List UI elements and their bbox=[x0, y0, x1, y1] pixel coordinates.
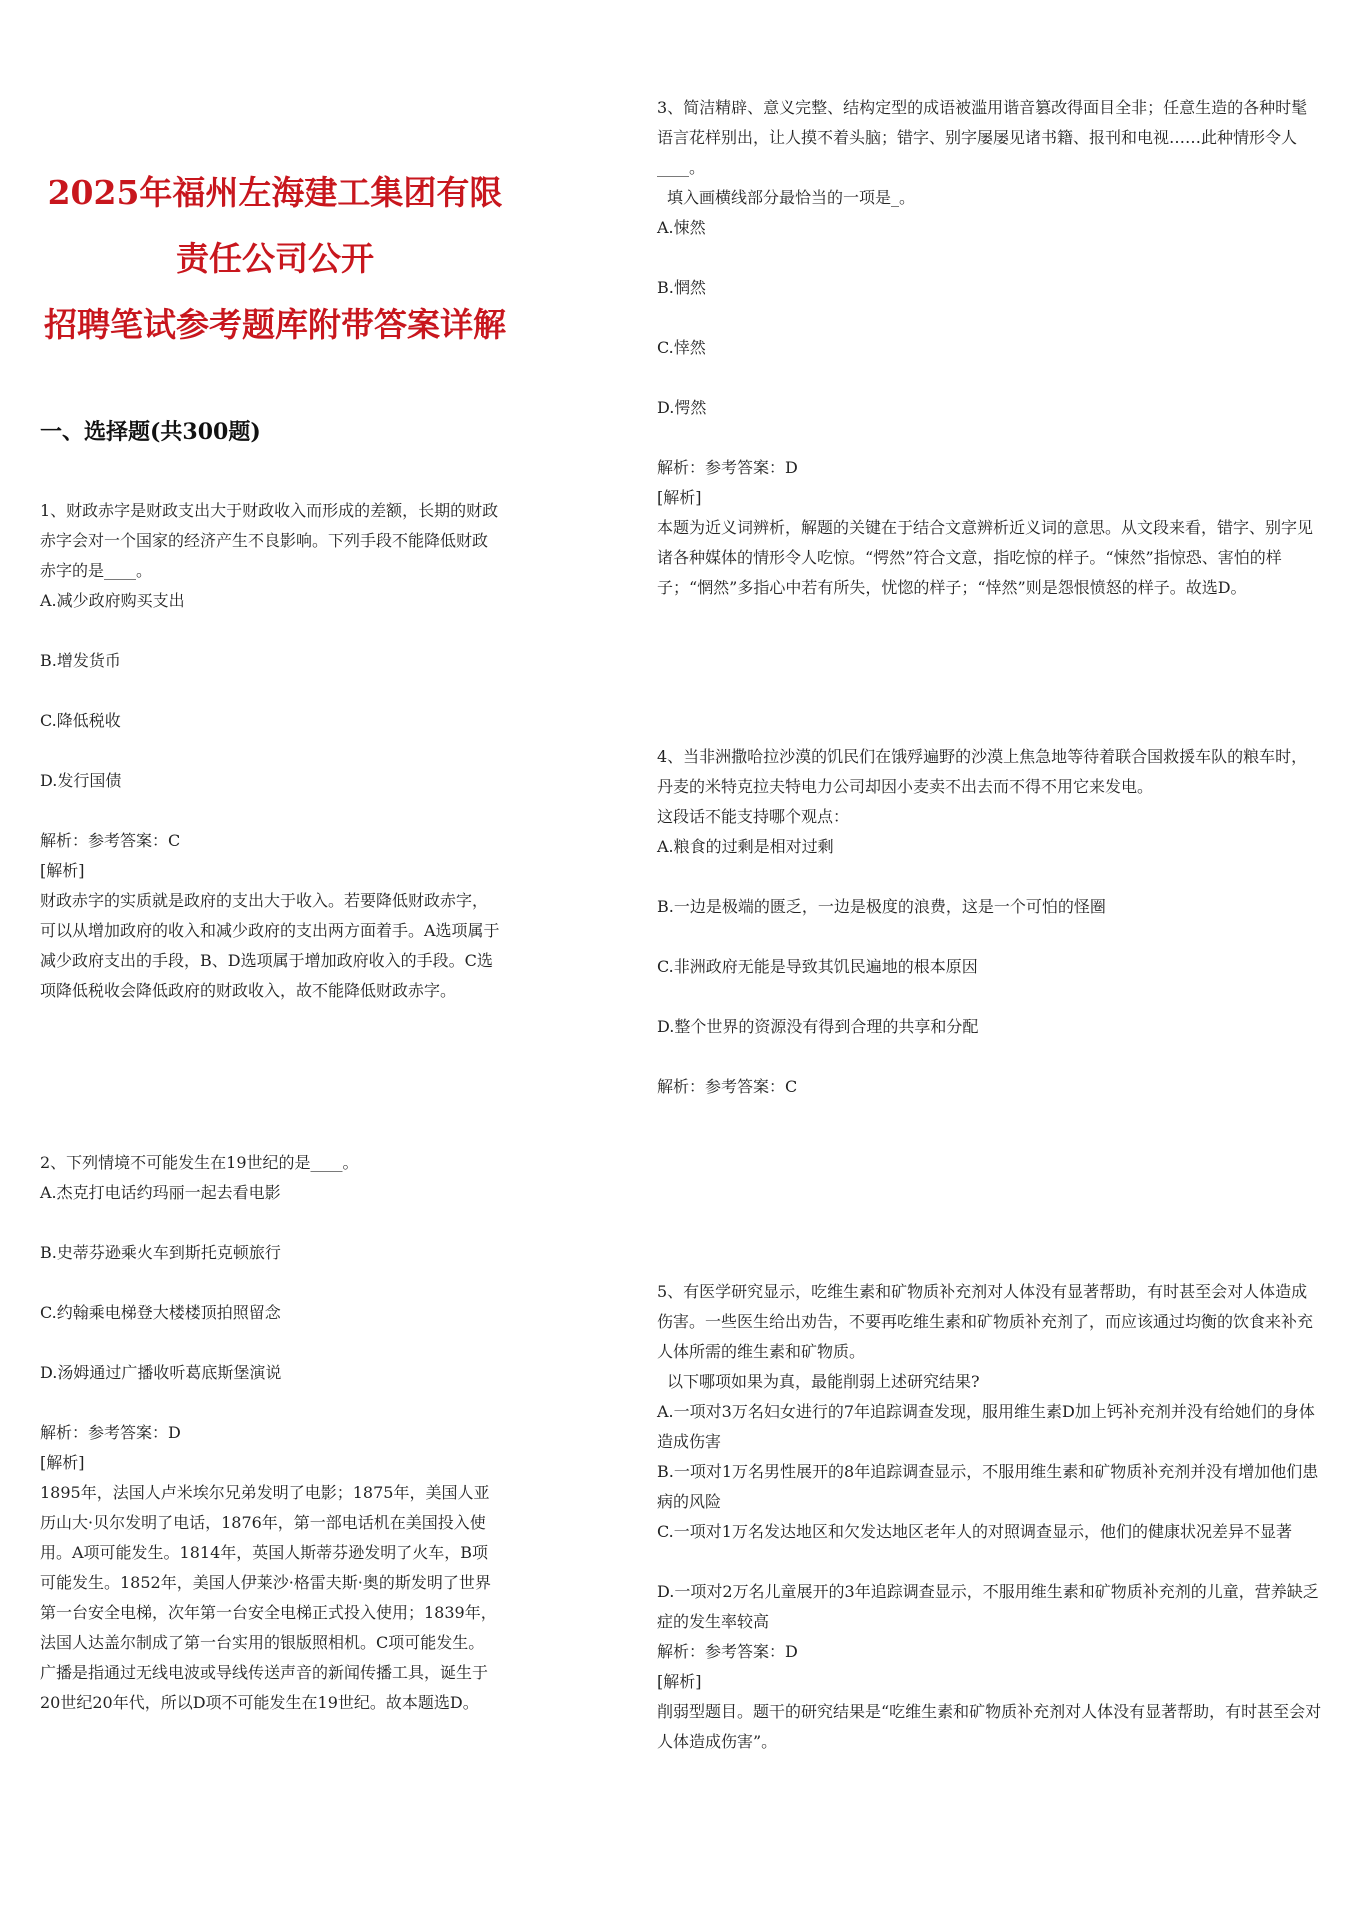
explanation-label: [解析] bbox=[40, 1453, 85, 1472]
option-a: A.粮食的过剩是相对过剩 bbox=[657, 837, 834, 856]
explanation-text: 削弱型题目。题干的研究结果是“吃维生素和矿物质补充剂对人体没有显著帮助，有时甚至会对人体造成伤害”。 bbox=[657, 1702, 1322, 1751]
option-a: A.一项对3万名妇女进行的7年追踪调查发现，服用维生素D加上钙补充剂并没有给她们的身体造成伤害 bbox=[657, 1402, 1315, 1451]
option-b: B.一项对1万名男性展开的8年追踪调查显示，不服用维生素和矿物质补充剂并没有增加他们患病的风险 bbox=[657, 1462, 1319, 1511]
option-c: C.降低税收 bbox=[40, 711, 121, 730]
explanation-text: 财政赤字的实质就是政府的支出大于收入。若要降低财政赤字，可以从增加政府的收入和减少政府的支出两方面着手。A选项属于减少政府支出的手段，B、D选项属于增加政府收入的手段。C选项降低税收会降低政府的财政收入，故不能降低财政赤字。 bbox=[40, 891, 500, 1000]
answer-line: 解析：参考答案：C bbox=[40, 831, 181, 850]
option-d: D.整个世界的资源没有得到合理的共享和分配 bbox=[657, 1017, 979, 1036]
question-stem: 4、当非洲撒哈拉沙漠的饥民们在饿殍遍野的沙漠上焦急地等待着联合国救援车队的粮车时，丹麦的米特克拉夫特电力公司却因小麦卖不出去而不得不用它来发电。 bbox=[657, 747, 1308, 796]
question-2 bbox=[40, 1148, 500, 1718]
option-a: A.杰克打电话约玛丽一起去看电影 bbox=[40, 1183, 281, 1202]
explanation-text: 本题为近义词辨析，解题的关键在于结合文意辨析近义词的意思。从文段来看，错字、别字见诸各种媒体的情形令人吃惊。“愕然”符合文意，指吃惊的样子。“悚然”指惊恐、害怕的样子；“惘然”多指心中若有所失，忧惚的样子；“悻然”则是怨恨愤怒的样子。故选D。 bbox=[657, 518, 1314, 597]
option-d: D.汤姆通过广播收听葛底斯堡演说 bbox=[40, 1363, 282, 1382]
option-b: B.史蒂芬逊乘火车到斯托克顿旅行 bbox=[40, 1243, 281, 1262]
explanation-label: [解析] bbox=[40, 861, 85, 880]
question-stem: 3、简洁精辟、意义完整、结构定型的成语被滥用谐音篡改得面目全非；任意生造的各种时髦语言花样别出，让人摸不着头脑；错字、别字屡屡见诸书籍、报刊和电视……此种情形令人____。 bbox=[657, 98, 1308, 177]
explanation-label: [解析] bbox=[657, 488, 702, 507]
document-title bbox=[40, 160, 510, 358]
option-c: C.一项对1万名发达地区和欠发达地区老年人的对照调查显示，他们的健康状况差异不显著 bbox=[657, 1522, 1292, 1541]
explanation-text: 1895年，法国人卢米埃尔兄弟发明了电影；1875年，美国人亚历山大·贝尔发明了电话，1876年，第一部电话机在美国投入使用。A项可能发生。1814年，英国人斯蒂芬逊发明了火车，B项可能发生。1852年，美国人伊莱沙·格雷夫斯·奥的斯发明了世界第一台安全电梯，次年第一台安全电梯正式投入使用；1839年，法国人达盖尔制成了第一台实用的银版照相机。C项可能发生。广播是指通过无线电波或导线传送声音的新闻传播工具，诞生于20世纪20年代，所以D项不可能发生在19世纪。故本题选D。 bbox=[40, 1483, 497, 1712]
title-line-1: 2025年福州左海建工集团有限责任公司公开 bbox=[47, 173, 503, 278]
question-stem: 1、财政赤字是财政支出大于财政收入而形成的差额，长期的财政赤字会对一个国家的经济产生不良影响。下列手段不能降低财政赤字的是____。 bbox=[40, 501, 499, 580]
option-c: C.约翰乘电梯登大楼楼顶拍照留念 bbox=[40, 1303, 281, 1322]
option-b: B.一边是极端的匮乏，一边是极度的浪费，这是一个可怕的怪圈 bbox=[657, 897, 1106, 916]
question-1 bbox=[40, 496, 500, 1006]
option-a: A.减少政府购买支出 bbox=[40, 591, 185, 610]
title-line-2: 招聘笔试参考题库附带答案详解 bbox=[44, 305, 506, 344]
option-b: B.增发货币 bbox=[40, 651, 121, 670]
question-4 bbox=[657, 742, 1322, 1102]
option-d: D.愕然 bbox=[657, 398, 707, 417]
section-heading: 一、选择题(共300题) bbox=[40, 419, 261, 445]
explanation-label: [解析] bbox=[657, 1672, 702, 1691]
question-prompt: 这段话不能支持哪个观点： bbox=[657, 807, 850, 826]
option-a: A.悚然 bbox=[657, 218, 706, 237]
option-d: D.一项对2万名儿童展开的3年追踪调查显示，不服用维生素和矿物质补充剂的儿童，营养缺乏症的发生率较高 bbox=[657, 1582, 1319, 1631]
answer-line: 解析：参考答案：D bbox=[657, 1642, 798, 1661]
question-prompt: 填入画横线部分最恰当的一项是_。 bbox=[667, 188, 916, 207]
option-c: C.悻然 bbox=[657, 338, 706, 357]
option-d: D.发行国债 bbox=[40, 771, 122, 790]
question-3 bbox=[657, 93, 1322, 603]
answer-line: 解析：参考答案：D bbox=[657, 458, 798, 477]
question-stem: 5、有医学研究显示，吃维生素和矿物质补充剂对人体没有显著帮助，有时甚至会对人体造成伤害。一些医生给出劝告，不要再吃维生素和矿物质补充剂了，而应该通过均衡的饮食来补充人体所需的维生素和矿物质。 bbox=[657, 1282, 1314, 1361]
option-b: B.惘然 bbox=[657, 278, 706, 297]
question-prompt: 以下哪项如果为真，最能削弱上述研究结果? bbox=[667, 1372, 980, 1391]
question-5 bbox=[657, 1277, 1322, 1757]
option-c: C.非洲政府无能是导致其饥民遍地的根本原因 bbox=[657, 957, 978, 976]
question-stem: 2、下列情境不可能发生在19世纪的是____。 bbox=[40, 1153, 359, 1172]
answer-line: 解析：参考答案：D bbox=[40, 1423, 181, 1442]
answer-line: 解析：参考答案：C bbox=[657, 1077, 798, 1096]
